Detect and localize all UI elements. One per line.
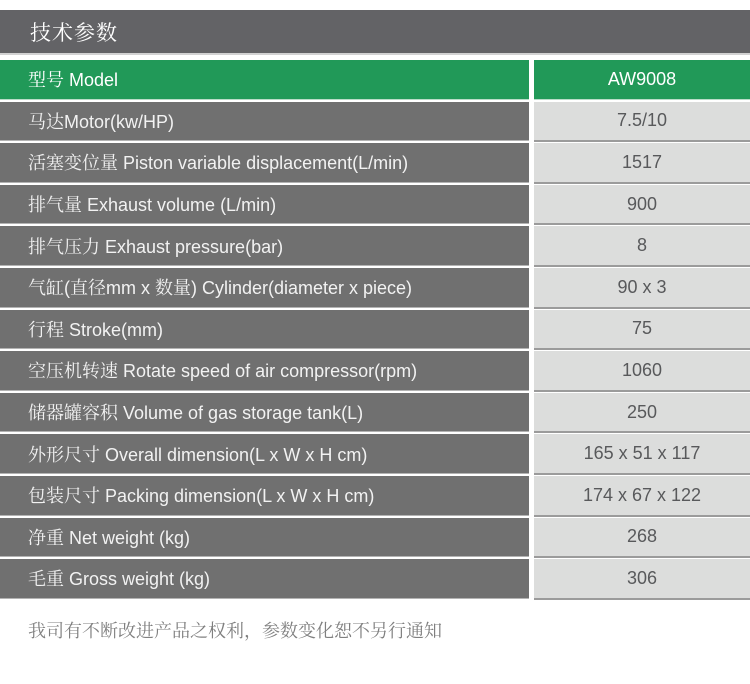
table-row bbox=[0, 102, 750, 141]
model-value: AW9008 bbox=[534, 60, 750, 99]
table-row bbox=[0, 310, 750, 349]
spec-label: 气缸(直径mm x 数量) Cylinder(diameter x piece) bbox=[0, 268, 529, 307]
spec-value: 165 x 51 x 117 bbox=[534, 434, 750, 473]
spec-value: 90 x 3 bbox=[534, 268, 750, 307]
table-row bbox=[0, 351, 750, 390]
spec-label: 马达Motor(kw/HP) bbox=[0, 102, 529, 141]
spec-value: 250 bbox=[534, 393, 750, 432]
spec-value: 7.5/10 bbox=[534, 102, 750, 141]
spec-label: 储器罐容积 Volume of gas storage tank(L) bbox=[0, 393, 529, 432]
spec-label: 净重 Net weight (kg) bbox=[0, 518, 529, 557]
spec-label: 包装尺寸 Packing dimension(L x W x H cm) bbox=[0, 476, 529, 515]
spec-value: 1060 bbox=[534, 351, 750, 390]
spec-sheet-page bbox=[0, 10, 750, 684]
spec-label: 外形尺寸 Overall dimension(L x W x H cm) bbox=[0, 434, 529, 473]
spec-value: 1517 bbox=[534, 143, 750, 182]
spec-label: 排气量 Exhaust volume (L/min) bbox=[0, 185, 529, 224]
spec-label: 活塞变位量 Piston variable displacement(L/min) bbox=[0, 143, 529, 182]
table-row bbox=[0, 476, 750, 515]
spec-label: 排气压力 Exhaust pressure(bar) bbox=[0, 226, 529, 265]
table-row bbox=[0, 393, 750, 432]
table-row bbox=[0, 434, 750, 473]
spec-label: 空压机转速 Rotate speed of air compressor(rpm) bbox=[0, 351, 529, 390]
spec-value: 900 bbox=[534, 185, 750, 224]
table-row bbox=[0, 268, 750, 307]
table-row bbox=[0, 185, 750, 224]
disclaimer-note: 我司有不断改进产品之权利，参数变化恕不另行通知 bbox=[28, 620, 442, 641]
spec-value: 306 bbox=[534, 559, 750, 598]
table-row bbox=[0, 518, 750, 557]
table-row bbox=[0, 559, 750, 598]
spec-label: 毛重 Gross weight (kg) bbox=[0, 559, 529, 598]
spec-table bbox=[0, 60, 750, 598]
table-row bbox=[0, 143, 750, 182]
table-header-row bbox=[0, 60, 750, 99]
section-title-bar bbox=[0, 10, 750, 55]
page-title: 技术参数 bbox=[30, 21, 118, 45]
spec-value: 268 bbox=[534, 518, 750, 557]
spec-value: 8 bbox=[534, 226, 750, 265]
spec-value: 75 bbox=[534, 310, 750, 349]
spec-value: 174 x 67 x 122 bbox=[534, 476, 750, 515]
table-row bbox=[0, 226, 750, 265]
model-label: 型号 Model bbox=[0, 60, 529, 99]
spec-label: 行程 Stroke(mm) bbox=[0, 310, 529, 349]
